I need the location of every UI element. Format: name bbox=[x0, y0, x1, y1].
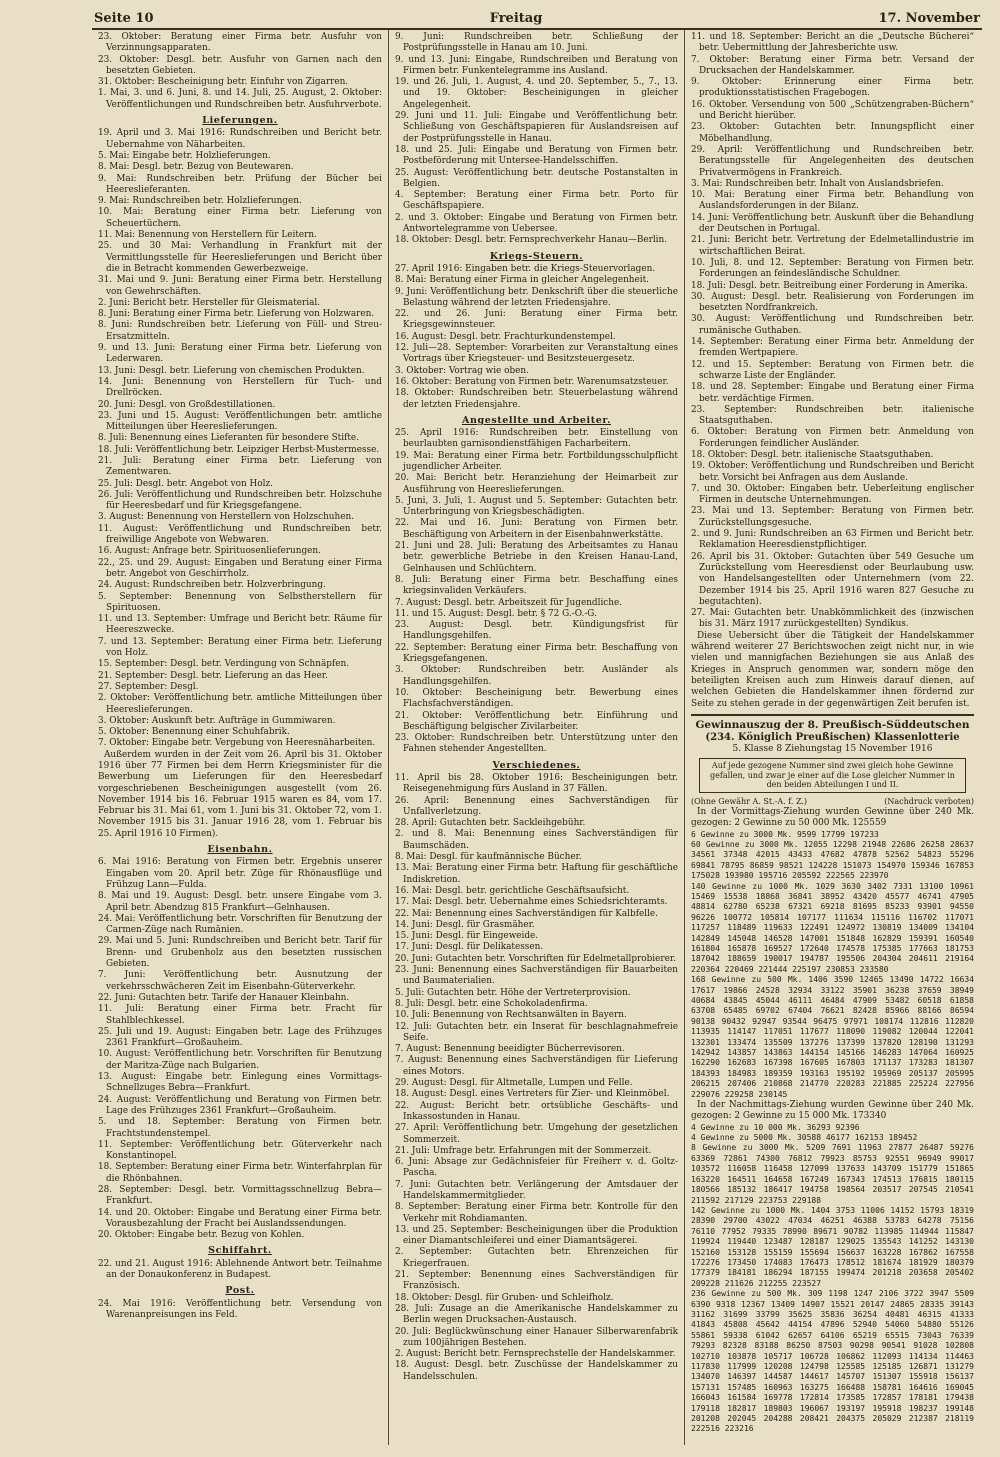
entry: 26. April bis 31. Oktober: Gutachten über 549 Gesuche um Zurückstellung vom Heeresdienst oder Beurlaubung usw. von Handelsangestellten oder Unternehmern (vom 22. Dezember 1914 bis 25. April 1916 waren 827 Gesuche zu begutachten). bbox=[691, 551, 974, 607]
entry: 23. Juni: Benennung eines Sachverständigen für Bauarbeiten und Baumaterialien. bbox=[395, 965, 678, 987]
entry: 25. und 30 Mai: Verhandlung in Frankfurt mit der Vermittlungsstelle für Heereslieferungen und Bericht über die in Betracht kommenden Gewerbezweige. bbox=[98, 241, 382, 274]
reprint-notice: (Nachdruck verboten) bbox=[884, 796, 974, 806]
entry: 22. August: Bericht betr. ortsübliche Geschäfts- und Inkassostunden in Hanau. bbox=[395, 1100, 678, 1122]
entry: 19. Oktober: Veröffentlichung und Rundschreiben und Bericht betr. Vorsicht bei Anfragen aus dem Auslande. bbox=[691, 461, 974, 483]
entry: 21. Juni und 28. Juli: Beratung des Arbeitsamtes zu Hanau betr. gewerbliche Betriebe in den Kreisen Hanau-Land, Gelnhausen und Schlüchtern. bbox=[395, 541, 678, 574]
entry: 7. Oktober: Beratung einer Firma betr. Versand der Drucksachen der Handelskammer. bbox=[691, 54, 974, 76]
entry: 1. Mai, 3. und 6. Juni, 8. und 14. Juli, 25. August, 2. Oktober: Veröffentlichungen und Rundschreiben betr. Ausfuhrverbote. bbox=[98, 88, 382, 110]
entry: 24. Mai: Veröffentlichung betr. Vorschriften für Benutzung der Carmen-Züge nach Rumänien. bbox=[98, 913, 382, 936]
entry: 31. Mai und 9. Juni: Beratung einer Firma betr. Herstellung von Gewehrschäften. bbox=[98, 275, 382, 297]
entry: 19. April und 3. Mai 1916: Rundschreiben und Bericht betr. Uebernahme von Näharbeiten. bbox=[98, 128, 382, 150]
entry: 14. und 20. Oktober: Eingabe und Beratung einer Firma betr. Vorausbezahlung der Fracht bei Auslandssendungen. bbox=[98, 1207, 382, 1229]
entry: 2. Oktober: Veröffentlichung betr. amtliche Mitteilungen über Heereslieferungen. bbox=[98, 693, 382, 715]
number-block: 8 Gewinne zu 3000 Mk. 5209 7691 11963 27877 26487 59276 63369 72861 74300 76812 79923 85753 92551 96949 99017 103572 116058 116458 127099 137633 143709 151779 151865 163220 164511 164658 167249 167343 174513 176815 180115 180566 185132 186417 194758 198564 203517 207545 210541 211592 217129 223753 229188 bbox=[691, 1143, 974, 1205]
entry: 10. Juli: Benennung von Rechtsanwälten in Bayern. bbox=[395, 1010, 627, 1021]
column-3 bbox=[684, 30, 980, 1445]
entries-continued bbox=[691, 32, 974, 631]
entry: 21. September: Desgl. betr. Lieferung an das Heer. bbox=[98, 670, 328, 681]
section-heading-eisenbahn: Eisenbahn. bbox=[207, 844, 273, 856]
entry: 22., 25. und 29. August: Eingaben und Beratung einer Firma betr. Angebot von Geschirrholz. bbox=[98, 557, 382, 579]
entry: 24. August: Veröffentlichung und Beratung von Firmen betr. Lage des Frühzuges 2361 Frankfurt—Großauheim. bbox=[98, 1094, 382, 1116]
entry: 18. Oktober: Desgl. betr. italienische Staatsguthaben. bbox=[691, 449, 934, 460]
lottery-date: 5. Klasse 8 Ziehungstag 15 November 1916 bbox=[732, 743, 933, 754]
entry: 17. Juni: Desgl. für Delikatessen. bbox=[395, 942, 544, 953]
entry: 3. Oktober: Vortrag wie oben. bbox=[395, 365, 529, 376]
section-heading-steuern: Kriegs-Steuern. bbox=[489, 250, 584, 262]
entry: 11. und 13. September: Umfrage und Bericht betr. Räume für Heereszwecke. bbox=[98, 614, 382, 636]
entry: 18. Oktober: Desgl. für Gruben- und Schleifholz. bbox=[395, 1292, 614, 1303]
entry: 23. August: Desgl. betr. Kündigungsfrist für Handlungsgehilfen. bbox=[395, 620, 678, 642]
entry: 27. September: Desgl. bbox=[98, 681, 199, 692]
entry: 27. Mai: Gutachten betr. Unabkömmlichkeit des (inzwischen bis 31. März 1917 zurückgestellten) Syndikus. bbox=[691, 608, 974, 630]
lottery-title: Gewinnauszug der 8. Preußisch-Süddeutschen bbox=[691, 714, 974, 731]
entry: 10. Oktober: Bescheinigung betr. Bewerbung eines Flachsfachverständigen. bbox=[395, 687, 678, 710]
entry: 6. Mai 1916: Beratung von Firmen betr. Ergebnis unserer Eingaben vom 20. April betr. Züge für Rhönausflüge und Frühzug Lann—Fulda. bbox=[98, 857, 382, 890]
entry: 10. August: Veröffentlichung betr. Vorschriften für Benutzung der Maritza-Züge nach Bulgarien. bbox=[98, 1049, 382, 1071]
entry: 5. Oktober: Benennung einer Schuhfabrik. bbox=[98, 727, 290, 738]
entry: 8. Mai: Desgl. betr. Bezug von Beutewaren. bbox=[98, 162, 294, 173]
entry: 18. und 25. Juli: Eingabe und Beratung von Firmen betr. Postbeförderung mit Untersee-Handelsschiffen. bbox=[395, 144, 678, 167]
entry: 25. August: Veröffentlichung betr. deutsche Postanstalten in Belgien. bbox=[395, 167, 678, 189]
entry: 23. Oktober: Rundschreiben betr. Unterstützung unter den Fahnen stehender Angestellten. bbox=[395, 733, 678, 755]
entry: 29. April: Veröffentlichung und Rundschreiben betr. Beratungsstelle für Angelegenheiten des deutschen Privatvermögens in Frankreich. bbox=[691, 144, 974, 178]
entry: 12. Juli—28. September: Vorarbeiten zur Veranstaltung eines Vortrags über Kriegsteuer- und Besitzsteuergesetz. bbox=[395, 343, 678, 365]
entry: 30. August: Desgl. betr. Realisierung von Forderungen im besetzten Nordfrankreich. bbox=[691, 291, 974, 314]
entry: 21. September: Benennung eines Sachverständigen für Französisch. bbox=[395, 1270, 678, 1292]
entry: 2. Juni: Bericht betr. Hersteller für Gleismaterial. bbox=[98, 297, 321, 308]
number-block: 142 Gewinne zu 1000 Mk. 1404 3753 11006 14152 15793 18319 28390 29700 43022 47034 46251 46388 53783 64278 75156 76110 77952 79335 78990 89671 90782 113985 114944 115847 119924 119440 123487 128187 129025 135543 141252 143130 152160 153128 155159 155694 156637 163228 167862 167558 172276 173450 174083 176473 178512 181674 181929 180379 177379 184181 186294 187155 199474 201218 203658 205402 209228 211626 212255 223527 bbox=[691, 1205, 974, 1288]
entry: 26. Juli: Veröffentlichung und Rundschreiben betr. Holzschuhe für Heeresbedarf und für Kriegsgefangene. bbox=[98, 489, 382, 512]
entry: 7. August: Benennung eines Sachverständigen für Lieferung eines Motors. bbox=[395, 1055, 678, 1077]
lottery-results bbox=[691, 714, 974, 1435]
section-heading-lieferungen: Lieferungen. bbox=[202, 115, 278, 127]
entry: 7. August: Benennung beeidigter Bücherrevisoren. bbox=[395, 1044, 625, 1055]
page-header bbox=[92, 6, 982, 30]
entry: 2. und 3. Oktober: Eingabe und Beratung von Firmen betr. Antwortelegramme von Uebersee. bbox=[395, 212, 678, 235]
entry: 14. Juni: Benennung von Herstellern für Tuch- und Drellröcken. bbox=[98, 376, 382, 399]
entry: 22. Juni: Gutachten betr. Tarife der Hanauer Kleinbahn. bbox=[98, 992, 350, 1003]
entry: 19. und 26. Juli, 1. August, 4. und 20. September, 5., 7., 13. und 19. Oktober: Bescheinigungen in gleicher Angelegenheit. bbox=[395, 77, 678, 110]
entry: 14. Juni: Desgl. für Grasmäher. bbox=[395, 919, 535, 930]
entry: 24. August: Rundschreiben betr. Holzverbringung. bbox=[98, 580, 326, 591]
entry: 18. September: Beratung einer Firma betr. Winterfahrplan für die Rhönbahnen. bbox=[98, 1162, 382, 1184]
entry: 7. August: Desgl. betr. Arbeitszeit für Jugendliche. bbox=[395, 597, 623, 608]
entry: 31. Oktober: Bescheinigung betr. Einfuhr von Zigarren. bbox=[98, 77, 349, 88]
number-block: 140 Gewinne zu 1000 Mk. 1029 3630 3402 7331 13100 10961 15469 15538 18868 36841 38952 43420 45577 46741 47905 48814 62780 65238 67321 69218 81695 85233 93901 94550 96226 100772 105814 107177 111634 115116 116702 117071 117257 118489 119633 122491 124972 130819 134009 134104 142849 145048 146528 147001 151848 162829 159391 160540 161804 165878 169527 172640 174578 175385 177663 181753 187042 188659 190017 194787 195506 204304 204611 219164 220364 220469 221444 225197 230853 233580 bbox=[691, 881, 974, 974]
entries-verschiedenes bbox=[395, 773, 678, 1383]
entry: 6. Oktober: Beratung von Firmen betr. Anmeldung von Forderungen feindlicher Ausländer. bbox=[691, 427, 974, 449]
closing-paragraph: Diese Uebersicht über die Tätigkeit der Handelskammer während weiterer 27 Berichtswochen zeigt nicht nur, in wie vielen und mannigfachen Beziehungen sie aus Anlaß des Krieges in Anspruch genommen war, sondern möge den beteiligten Kreisen auch zum Hinweis darauf dienen, auf welchen Gebieten die Handelskammer ihnen fördernd zur Seite zu stehen gerade in der gegenwärtigen Zeit berufen ist. bbox=[691, 630, 974, 709]
section-heading-angestellte: Angestellte und Arbeiter. bbox=[461, 414, 611, 426]
entry: 18. Oktober: Desgl. betr. Fernsprechverkehr Hanau—Berlin. bbox=[395, 235, 668, 246]
entry: 8. Mai: Beratung einer Firma in gleicher Angelegenheit. bbox=[395, 275, 649, 286]
entry: 3. Oktober: Auskunft betr. Aufträge in Gummiwaren. bbox=[98, 715, 336, 726]
entries-angestellte bbox=[395, 428, 678, 756]
afternoon-draw-heading: In der Nachmittags-Ziehung wurden Gewinne über 240 Mk. gezogen: 2 Gewinne zu 15 000 Mk. 173340 bbox=[691, 1100, 974, 1122]
entry: 5. September: Benennung von Selbstherstellern für Spirituosen. bbox=[98, 591, 382, 613]
entry: 22. Mai: Benennung eines Sachverständigen für Kalbfelle. bbox=[395, 908, 658, 919]
entry: 7. Oktober: Eingabe betr. Vergebung von Heeresnäharbeiten. bbox=[98, 738, 376, 749]
entry: 11. April bis 28. Oktober 1916: Bescheinigungen betr. Reisegenehmigung fürs Ausland in 37 Fällen. bbox=[395, 773, 678, 795]
entry: 16. Oktober: Beratung von Firmen betr. Warenumsatzsteuer. bbox=[395, 376, 669, 387]
entry: 11. August: Veröffentlichung und Rundschreiben betr. freiwillige Angebote von Webwaren. bbox=[98, 523, 382, 546]
entries-eisenbahn bbox=[98, 857, 382, 1241]
entry: 27. April: Veröffentlichung betr. Umgehung der gesetzlichen Sommerzeit. bbox=[395, 1123, 678, 1145]
entry: 9. Juni: Rundschreiben betr. Schließung der Postprüfungsstelle in Hanau am 10. Juni. bbox=[395, 32, 678, 54]
entry: 11. Juli: Beratung einer Firma betr. Fracht für Stahlblechkessel. bbox=[98, 1004, 382, 1026]
entry: 8. September: Beratung einer Firma betr. Kontrolle für den Verkehr mit Rohdiamanten. bbox=[395, 1202, 678, 1224]
entry: 5. Juni, 3. Juli, 1. August und 5. September: Gutachten betr. Unterbringung von Kriegsbeschädigten. bbox=[395, 495, 678, 518]
afternoon-draw-numbers bbox=[691, 1123, 974, 1435]
entry: 18. Oktober: Rundschreiben betr. Steuerbelastung während der letzten Friedensjahre. bbox=[395, 388, 678, 410]
entry: 8. Juli: Beratung einer Firma betr. Beschaffung eines kriegsinvaliden Verkäufers. bbox=[395, 574, 678, 597]
entry: 18. Juli: Veröffentlichung betr. Leipziger Herbst-Mustermesse. bbox=[98, 444, 380, 455]
entry: 23. Mai und 13. September: Beratung von Firmen betr. Zurückstellungsgesuche. bbox=[691, 506, 974, 528]
entry: 12. und 15. September: Beratung von Firmen betr. die schwarze Liste der Engländer. bbox=[691, 359, 974, 381]
entry: 22. September: Beratung einer Firma betr. Beschaffung von Kriegsgefangenen. bbox=[395, 642, 678, 665]
entry: 20. Oktober: Eingabe betr. Bezug von Kohlen. bbox=[98, 1230, 305, 1241]
entry: 15. Juni: Desgl. für Eingeweide. bbox=[395, 931, 539, 942]
summary-paragraph: Außerdem wurden in der Zeit vom 26. April bis 31. Oktober 1916 über 77 Firmen bei dem Herrn Kriegsminister für die Bewerbung um Lieferungen für den Heeresbedarf vorgeschriebenen Bescheinigungen ausgestellt (vom 26. November 1914 bis 16. Februar 1915 waren es 84, vom 17. Februar bis 31. Mai 61, vom 1. Juni bis 31. Oktober 72, vom 1. November 1915 bis 31. Januar 1916 28, vom 1. Februar bis 25. April 1916 10 Firmen). bbox=[98, 749, 382, 839]
number-block: 4 Gewinne zu 5000 Mk. 30588 46177 162153 189452 bbox=[691, 1133, 918, 1143]
entry: 14. Juni: Veröffentlichung betr. Auskunft über die Behandlung der Deutschen in Portugal. bbox=[691, 212, 974, 235]
entry: 21. Oktober: Veröffentlichung betr. Einführung und Beschäftigung belgischer Zivilarbeiter. bbox=[395, 710, 678, 732]
morning-draw-numbers bbox=[691, 830, 974, 1101]
entry: 16. Mai: Desgl. betr. gerichtliche Geschäftsaufsicht. bbox=[395, 885, 630, 896]
lottery-disclaimer: (Ohne Gewähr A. St.-A. f. Z.) bbox=[691, 796, 808, 806]
entry: 8. Juli: Benennung eines Lieferanten für besondere Stifte. bbox=[98, 433, 359, 444]
entry: 13. und 25. September: Bescheinigungen über die Produktion einer Diamantschleiferei und einer Diamantsägerei. bbox=[395, 1224, 678, 1247]
entry: 29. Mai und 5. Juni: Rundschreiben und Bericht betr. Tarif für Brenn- und Grubenholz aus den besetzten russischen Gebieten. bbox=[98, 936, 382, 970]
lottery-subtitle: (234. Königlich Preußischen) Klassenlotterie bbox=[705, 731, 960, 743]
entry: 9. Oktober: Erinnerung einer Firma betr. produktionsstatistischen Fragebogen. bbox=[691, 77, 974, 99]
entry: 11. und 15. August: Desgl. betr. § 72 G.-O.-G. bbox=[395, 608, 597, 619]
entry: 29. Juni und 11. Juli: Eingabe und Veröffentlichung betr. Schließung von Geschäftspapieren für Auslandsreisen auf der Postprüfungsstelle in Hanau. bbox=[395, 111, 678, 144]
entry: 6. Juni: Absage zur Gedächnisfeier für Freiherr v. d. Goltz-Pascha. bbox=[395, 1157, 678, 1179]
entries-post bbox=[395, 32, 678, 247]
entry: 22. Mai und 16. Juni: Beratung von Firmen betr. Beschäftigung von Arbeitern in der Eisenbahnwerkstätte. bbox=[395, 518, 678, 540]
entry: 5. Mai: Eingabe betr. Holzlieferungen. bbox=[98, 150, 271, 161]
entry: 5. und 18. September: Beratung von Firmen betr. Frachtstundenstempel. bbox=[98, 1117, 382, 1139]
entry: 21. Juni: Bericht betr. Vertretung der Edelmetallindustrie im wirtschaftlichen Beirat. bbox=[691, 235, 974, 257]
entries-lieferungen bbox=[98, 128, 382, 749]
entry: 21. Juli: Umfrage betr. Erfahrungen mit der Sommerzeit. bbox=[395, 1145, 652, 1156]
entry: 30. August: Veröffentlichung und Rundschreiben betr. rumänische Guthaben. bbox=[691, 314, 974, 336]
entry: 8. Mai: Desgl. für kaufmännische Bücher. bbox=[395, 852, 582, 863]
number-block: 4 Gewinne zu 10 000 Mk. 36293 92396 bbox=[691, 1122, 860, 1132]
entry: 29. August: Desgl. für Altmetalle, Lumpen und Felle. bbox=[395, 1078, 633, 1089]
entry: 23. Oktober: Desgl. betr. Ausfuhr von Garnen nach den besetzten Gebieten. bbox=[98, 54, 382, 76]
lottery-disclaimer-row bbox=[691, 796, 974, 807]
entry: 2. September: Gutachten betr. Ehrenzeichen für Kriegerfrauen. bbox=[395, 1247, 678, 1269]
entry: 24. Mai 1916: Veröffentlichung betr. Versendung von Warenanpreisungen ins Feld. bbox=[98, 1298, 382, 1320]
entry: 15. September: Desgl. betr. Verdingung von Schnäpfen. bbox=[98, 659, 350, 670]
entry: 9. und 13. Juni: Beratung einer Firma betr. Lieferung von Lederwaren. bbox=[98, 343, 382, 365]
entry: 5. Juli: Gutachten betr. Höhe der Vertreterprovision. bbox=[395, 987, 631, 998]
column-1 bbox=[92, 30, 388, 1445]
entry: 8. Juni: Beratung einer Firma betr. Lieferung von Holzwaren. bbox=[98, 309, 375, 320]
entry: 14. September: Beratung einer Firma betr. Anmeldung der fremden Wertpapiere. bbox=[691, 337, 974, 359]
entry: 27. April 1916: Eingaben betr. die Kriegs-Steuervorlagen. bbox=[395, 263, 656, 274]
weekday: Freitag bbox=[489, 11, 543, 26]
entry: 13. Juni: Desgl. betr. Lieferung von chemischen Produkten. bbox=[98, 365, 365, 376]
entry: 16. Oktober. Versendung von 500 „Schützengraben-Büchern“ und Bericht hierüber. bbox=[691, 99, 974, 122]
entry: 11. Mai: Benennung von Herstellern für Leitern. bbox=[98, 230, 317, 241]
entry: 23. Oktober: Beratung einer Firma betr. Ausfuhr von Verzinnungsapparaten. bbox=[98, 32, 382, 54]
entry: 22. und 21. August 1916: Ablehnende Antwort betr. Teilnahme an der Donaukonferenz in Budapest. bbox=[98, 1258, 382, 1281]
entry: 7. Juni: Veröffentlichung betr. Ausnutzung der verkehrsschwächeren Zeit im Eisenbahn-Güterverkehr. bbox=[98, 970, 382, 992]
entry: 2. und 8. Mai: Benennung eines Sachverständigen für Baumschäden. bbox=[395, 829, 678, 851]
entry: 9. und 13. Juni: Eingabe, Rundschreiben und Beratung von Firmen betr. Funkentelegramme ins Ausland. bbox=[395, 54, 678, 76]
entry: 9. Juni: Veröffentlichung betr. Denkschrift über die steuerliche Belastung während der letzten Friedensjahre. bbox=[395, 286, 678, 308]
entry: 9. Mai: Rundschreiben betr. Prüfung der Bücher bei Heereslieferanten. bbox=[98, 173, 382, 195]
column-2 bbox=[388, 30, 684, 1445]
section-heading-verschiedenes: Verschiedenes. bbox=[492, 759, 581, 771]
number-block: 6 Gewinne zu 3000 Mk. 9599 17799 197233 bbox=[691, 829, 879, 839]
entry: 28. Juli: Zusage an die Amerikanische Handelskammer zu Berlin wegen Drucksachen-Austausch. bbox=[395, 1303, 678, 1326]
entry: 7. Juni: Gutachten betr. Verlängerung der Amtsdauer der Handelskammermitglieder. bbox=[395, 1179, 678, 1201]
entry: 3. August: Benennung von Herstellern von Holzschuhen. bbox=[98, 512, 355, 523]
entry: 2. August: Bericht betr. Fernsprechstelle der Handelskammer. bbox=[395, 1349, 676, 1360]
issue-date: 17. November bbox=[878, 11, 980, 26]
entry: 25. Juli: Desgl. betr. Angebot von Holz. bbox=[98, 478, 273, 489]
entry: 22. und 26. Juni: Beratung einer Firma betr. Kriegsgewinnsteuer. bbox=[395, 309, 678, 331]
entry: 23. September: Rundschreiben betr. italienische Staatsguthaben. bbox=[691, 404, 974, 427]
entry: 18. August: Desgl. betr. Zuschüsse der Handelskammer zu Handelsschulen. bbox=[395, 1360, 678, 1382]
section-heading-schiffahrt: Schiffahrt. bbox=[208, 1245, 272, 1257]
entry: 18. und 28. September: Eingabe und Beratung einer Firma betr. verdächtige Firmen. bbox=[691, 382, 974, 404]
entry: 28. April: Gutachten betr. Sackleihgebühr. bbox=[395, 818, 586, 829]
entries-steuern bbox=[395, 264, 678, 411]
entry: 4. September: Beratung einer Firma betr. Porto für Geschäftspapiere. bbox=[395, 190, 678, 212]
lottery-notice-box: Auf jede gezogene Nummer sind zwei gleich hohe Gewinne gefallen, und zwar je einer auf die Lose gleicher Nummer in den beiden Abteilungen I und II. bbox=[699, 758, 966, 793]
entry: 3. Mai: Rundschreiben betr. Inhalt von Auslandsbriefen. bbox=[691, 178, 944, 189]
entry: 20. Juni: Gutachten betr. Vorschriften für Edelmetallprobierer. bbox=[395, 953, 676, 964]
entry: 20. Juli: Beglückwünschung einer Hanauer Silberwarenfabrik zum 100jährigen Bestehen. bbox=[395, 1326, 678, 1348]
entry: 18. August: Desgl. eines Vertreters für Zier- und Kleinmöbel. bbox=[395, 1089, 670, 1100]
entry: 13. August: Eingabe betr. Einlegung eines Vormittags-Schnellzuges Bebra—Frankfurt. bbox=[98, 1072, 382, 1094]
entry: 21. Juli: Beratung einer Firma betr. Lieferung von Zementwaren. bbox=[98, 455, 382, 478]
entry: 8. Mai und 19. August: Desgl. betr. unsere Eingabe vom 3. April betr. Abendzug 815 Frankfurt—Gelnhausen. bbox=[98, 891, 382, 913]
morning-draw-heading: In der Vormittags-Ziehung wurden Gewinne über 240 Mk. gezogen: 2 Gewinne zu 50 000 Mk. 125559 bbox=[691, 806, 974, 829]
entry: 26. April: Benennung eines Sachverständigen für Unfallverletzung. bbox=[395, 795, 678, 817]
entry: 20. Juni: Desgl. von Großdestillationen. bbox=[98, 399, 276, 410]
entry: 10. Mai: Beratung einer Firma betr. Lieferung von Scheuertüchern. bbox=[98, 207, 382, 229]
entry: 9. Mai: Rundschreiben betr. Holzlieferungen. bbox=[98, 196, 302, 207]
number-block: 168 Gewinne zu 500 Mk. 1406 3590 12465 13490 14722 16634 17617 19866 24528 32934 33122 35901 36238 37659 38949 40684 43845 45044 46111 46484 47909 53482 60518 61858 63708 65485 69702 67404 76621 82428 85966 88166 86594 90138 90432 92947 93544 96475 97971 108174 112816 112820 113935 114147 117051 117677 118090 119082 120044 122041 132301 133474 135509 137276 137399 137820 128190 131293 142942 143857 143863 144154 145166 146283 147064 160925 162290 162683 167398 167605 167803 171137 173283 181307 184393 184983 189359 193163 195192 195969 205137 205995 206215 207406 210868 214770 220283 221885 225224 227956 229076 229258 230145 bbox=[691, 975, 974, 1099]
entry: 11. und 18. September: Bericht an die „Deutsche Bücherei“ betr. Uebermittlung der Jahresberichte usw. bbox=[691, 32, 974, 54]
entry: 7. und 13. September: Beratung einer Firma betr. Lieferung von Holz. bbox=[98, 636, 382, 659]
entry: 20. Mai: Bericht betr. Heranziehung der Heimarbeit zur Ausführung von Heereslieferungen. bbox=[395, 473, 678, 495]
entry: 12. Juli: Gutachten betr. ein Inserat für beschlagnahmefreie Seife. bbox=[395, 1021, 678, 1043]
entry: 25. Juli und 19. August: Eingaben betr. Lage des Frühzuges 2361 Frankfurt—Großauheim. bbox=[98, 1026, 382, 1049]
entry: 18. Juli: Desgl. betr. Beitreibung einer Forderung in Amerika. bbox=[691, 280, 968, 291]
entry: 8. Juli: Desgl. betr. eine Schokoladenfirma. bbox=[395, 998, 588, 1009]
entry: 16. August: Anfrage betr. Spirituosenlieferungen. bbox=[98, 546, 321, 557]
entry: 28. September: Desgl. betr. Vormittagsschnellzug Bebra—Frankfurt. bbox=[98, 1184, 382, 1207]
entry: 19. Mai: Beratung einer Firma betr. Fortbildungsschulpflicht jugendlicher Arbeiter. bbox=[395, 450, 678, 472]
entry: 13. Mai: Beratung einer Firma betr. Haftung für geschäftliche Indiskretion. bbox=[395, 863, 678, 885]
section-heading-post: Post. bbox=[225, 1285, 255, 1297]
entry: 25. April 1916: Rundschreiben betr. Einstellung von beurlaubten garnisondienstfähigen Facharbeitern. bbox=[395, 428, 678, 450]
number-block: 236 Gewinne zu 500 Mk. 309 1198 1247 2106 3722 3947 5509 6390 9318 12367 13409 14907 15521 20147 24865 28335 39143 31162 31699 33799 35625 35836 36254 40481 46315 41333 41843 45808 45642 44154 47896 52940 54060 54880 55126 55861 59338 61042 62657 64106 65219 65515 73043 76339 79293 82328 83188 86250 87503 90298 90541 91028 102808 102710 103878 105717 106728 106862 112093 114134 114463 117830 117999 120208 124798 125585 125185 126871 131279 134070 146397 144587 144617 145707 151307 155918 156137 157131 157485 160963 163275 166488 158781 164616 169045 166043 161584 169778 172814 173585 172857 178181 179438 179118 182817 189803 196067 193197 195918 198237 199148 201208 202045 204288 208421 204375 205029 212387 218119 222516 223216 bbox=[691, 1289, 974, 1434]
number-block: 60 Gewinne zu 3000 Mk. 12055 12298 21948 22686 26258 28637 34561 37348 42015 43433 47682 47878 52562 54823 55296 69841 78795 86859 98521 124228 151073 154970 159346 167853 175028 193980 195716 205592 222565 223970 bbox=[691, 839, 974, 881]
columns bbox=[92, 30, 982, 1445]
entry: 10. Juli, 8. und 12. September: Beratung von Firmen betr. Forderungen an feindesländische Schuldner. bbox=[691, 257, 974, 280]
entry: 23. Oktober: Gutachten betr. Innungspflicht einer Möbelhandlung. bbox=[691, 122, 974, 144]
entries-export bbox=[98, 32, 382, 111]
entry: 8. Juni: Rundschreiben betr. Lieferung von Füll- und Streu-Ersatzmitteln. bbox=[98, 320, 382, 342]
page-number: Seite 10 bbox=[94, 11, 154, 26]
entry: 2. und 9. Juni: Rundschreiben an 63 Firmen und Bericht betr. Reklamation Heeresdienstpflichtiger. bbox=[691, 529, 974, 551]
entry: 10. Mai: Beratung einer Firma betr. Behandlung von Auslandsforderungen in der Bilanz. bbox=[691, 190, 974, 212]
entry: 11. September: Veröffentlichung betr. Güterverkehr nach Konstantinopel. bbox=[98, 1139, 382, 1162]
entry: 23. Juni und 15. August: Veröffentlichungen betr. amtliche Mitteilungen über Heereslieferungen. bbox=[98, 410, 382, 433]
entry: 16. August: Desgl. betr. Frachturkundenstempel. bbox=[395, 331, 616, 342]
entry: 7. und 30. Oktober: Eingaben betr. Ueberleitung englischer Firmen in deutsche Unternehmungen. bbox=[691, 483, 974, 506]
entry: 3. Oktober: Rundschreiben betr. Ausländer als Handlungsgehilfen. bbox=[395, 665, 678, 687]
entry: 17. Mai: Desgl. betr. Uebernahme eines Schiedsrichteramts. bbox=[395, 897, 668, 908]
